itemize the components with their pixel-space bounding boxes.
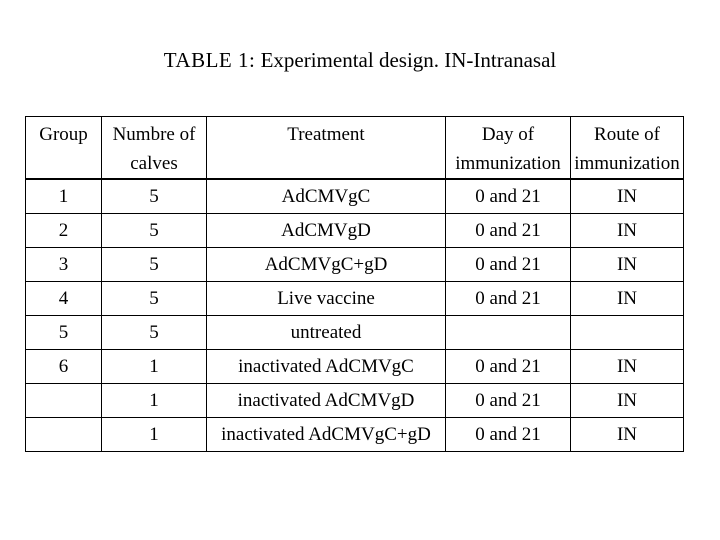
cell-route: IN: [571, 282, 684, 316]
header-day-line-2: immunization: [455, 153, 561, 174]
cell-calves: 1: [102, 384, 207, 418]
cell-calves: 5: [102, 316, 207, 350]
cell-route: IN: [571, 179, 684, 214]
cell-route: IN: [571, 418, 684, 452]
header-route-line-2: immunization: [574, 153, 680, 174]
cell-calves: 5: [102, 282, 207, 316]
cell-calves: 5: [102, 179, 207, 214]
header-treatment-line-1: Treatment: [287, 124, 365, 145]
header-calves-line-2: calves: [130, 153, 178, 174]
header-treatment: [207, 117, 446, 180]
table-row: [26, 282, 684, 316]
cell-group: 5: [26, 316, 102, 350]
cell-treatment: AdCMVgD: [207, 214, 446, 248]
cell-day: 0 and 21: [446, 282, 571, 316]
table-row: [26, 248, 684, 282]
cell-treatment: untreated: [207, 316, 446, 350]
header-group: [26, 117, 102, 180]
experimental-design-table: [25, 116, 684, 452]
cell-route: IN: [571, 248, 684, 282]
cell-treatment: AdCMVgC: [207, 179, 446, 214]
table-caption: [0, 48, 720, 73]
cell-treatment: inactivated AdCMVgD: [207, 384, 446, 418]
cell-treatment: inactivated AdCMVgC+gD: [207, 418, 446, 452]
table-row: [26, 418, 684, 452]
header-route-line-1: Route of: [594, 124, 660, 145]
cell-day: 0 and 21: [446, 248, 571, 282]
table-row: [26, 214, 684, 248]
cell-treatment: inactivated AdCMVgC: [207, 350, 446, 384]
cell-route: IN: [571, 214, 684, 248]
table-header-row: [26, 117, 684, 180]
table-row: [26, 316, 684, 350]
cell-day: 0 and 21: [446, 179, 571, 214]
header-day-line-1: Day of: [481, 124, 535, 145]
cell-calves: 1: [102, 350, 207, 384]
cell-group: 1: [26, 179, 102, 214]
table-row: [26, 350, 684, 384]
header-calves: [102, 117, 207, 180]
table-row: [26, 384, 684, 418]
cell-route: IN: [571, 384, 684, 418]
cell-treatment: Live vaccine: [207, 282, 446, 316]
caption-label: TABLE 1:: [163, 48, 256, 72]
caption-text: Experimental design. IN-Intranasal: [260, 48, 557, 72]
cell-group: [26, 418, 102, 452]
cell-group: [26, 384, 102, 418]
table-row: [26, 179, 684, 214]
header-route: [571, 117, 684, 180]
cell-day: 0 and 21: [446, 214, 571, 248]
cell-calves: 1: [102, 418, 207, 452]
cell-day: 0 and 21: [446, 384, 571, 418]
cell-group: 4: [26, 282, 102, 316]
cell-day: [446, 316, 571, 350]
cell-calves: 5: [102, 214, 207, 248]
cell-group: 2: [26, 214, 102, 248]
cell-day: 0 and 21: [446, 350, 571, 384]
cell-route: IN: [571, 350, 684, 384]
cell-group: 3: [26, 248, 102, 282]
header-group-line-1: Group: [39, 124, 88, 145]
cell-calves: 5: [102, 248, 207, 282]
header-day: [446, 117, 571, 180]
cell-group: 6: [26, 350, 102, 384]
cell-day: 0 and 21: [446, 418, 571, 452]
cell-treatment: AdCMVgC+gD: [207, 248, 446, 282]
header-calves-line-1: Numbre of: [112, 124, 196, 145]
cell-route: [571, 316, 684, 350]
